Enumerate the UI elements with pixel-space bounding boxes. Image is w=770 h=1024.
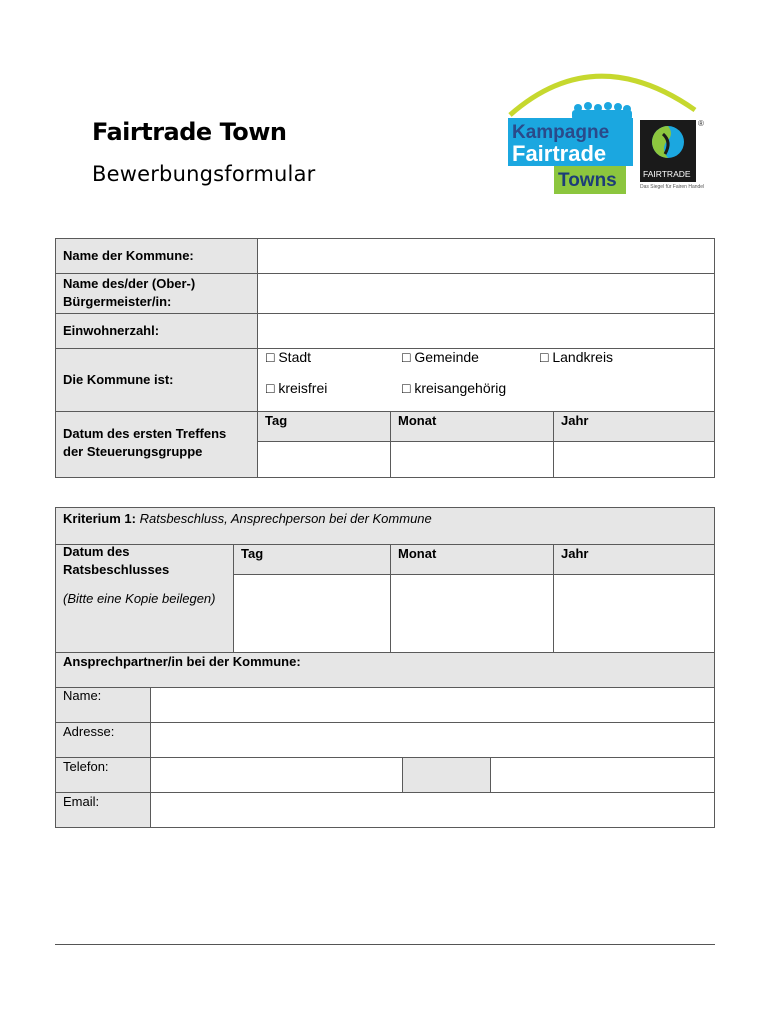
- option-gemeinde[interactable]: □ Gemeinde: [402, 349, 479, 365]
- contact-email-label: Email:: [63, 794, 100, 809]
- resolution-label: [63, 543, 169, 579]
- name-label: Name der Kommune:: [63, 248, 194, 263]
- resolution-monat-header: [390, 544, 554, 575]
- meeting-jahr-header: [553, 411, 715, 442]
- fairtrade-towns-logo: [500, 60, 710, 200]
- option-landkreis[interactable]: □ Landkreis: [540, 349, 614, 365]
- criterion-title: [63, 510, 432, 528]
- logo-arc: [510, 76, 695, 115]
- mayor-input[interactable]: [257, 273, 715, 314]
- population-label: Einwohnerzahl:: [63, 323, 160, 338]
- resolution-tag-input[interactable]: [233, 574, 391, 653]
- contact-name-label: Name:: [63, 688, 102, 703]
- contact-phone-input[interactable]: [150, 757, 403, 793]
- contact-label: Ansprechpartner/in bei der Kommune:: [63, 654, 301, 669]
- resolution-note: (Bitte eine Kopie beilegen): [63, 591, 216, 606]
- resolution-monat-label: Monat: [398, 546, 437, 561]
- contact-email-input[interactable]: [150, 792, 715, 828]
- people-silhouettes-icon: [572, 102, 632, 120]
- contact-phone-extra-input[interactable]: [490, 757, 715, 793]
- logo-line2: Fairtrade: [512, 141, 607, 166]
- criterion-text: Ratsbeschluss, Ansprechperson bei der Kommune: [139, 511, 432, 526]
- population-input[interactable]: [257, 313, 715, 349]
- resolution-jahr-label: Jahr: [561, 546, 589, 561]
- mayor-label-line1: Name des/der (Ober-): [63, 276, 196, 291]
- meeting-monat-label: Monat: [398, 413, 437, 428]
- resolution-tag-header: [233, 544, 391, 575]
- name-input[interactable]: [257, 238, 715, 274]
- logo-tagline: Das Siegel für Fairen Handel: [640, 184, 705, 190]
- page-subtitle: Bewerbungsformular: [92, 162, 316, 186]
- logo-line3: Towns: [558, 170, 617, 191]
- resolution-label-line2: Ratsbeschlusses: [63, 562, 170, 577]
- meeting-tag-header: [257, 411, 391, 442]
- registered-mark: ®: [698, 119, 704, 128]
- mayor-label: [63, 275, 195, 311]
- option-kreisfrei[interactable]: □ kreisfrei: [266, 380, 328, 396]
- resolution-monat-input[interactable]: [390, 574, 554, 653]
- contact-address-label: Adresse:: [63, 724, 115, 739]
- resolution-label-line1: Datum des: [63, 544, 130, 559]
- resolution-jahr-input[interactable]: [553, 574, 715, 653]
- contact-name-input[interactable]: [150, 687, 715, 723]
- contact-address-input[interactable]: [150, 722, 715, 758]
- type-label: Die Kommune ist:: [63, 372, 174, 387]
- contact-phone-label: Telefon:: [63, 759, 109, 774]
- contact-phone-extra-label: [402, 757, 491, 793]
- footer-divider: [55, 944, 715, 945]
- option-stadt[interactable]: □ Stadt: [266, 349, 312, 365]
- page-title: Fairtrade Town: [92, 118, 287, 146]
- meeting-tag-label: Tag: [265, 413, 288, 428]
- meeting-label-line2: der Steuerungsgruppe: [63, 444, 203, 459]
- meeting-label: [63, 425, 226, 461]
- option-kreisangehoerig[interactable]: □ kreisangehörig: [402, 380, 507, 396]
- criterion-bold: Kriterium 1:: [63, 511, 136, 526]
- resolution-tag-label: Tag: [241, 546, 264, 561]
- logo-line1: Kampagne: [512, 122, 610, 143]
- resolution-jahr-header: [553, 544, 715, 575]
- mayor-label-line2: Bürgermeister/in:: [63, 294, 172, 309]
- logo-fairtrade-label: FAIRTRADE: [643, 169, 691, 179]
- meeting-jahr-input[interactable]: [553, 441, 715, 478]
- fairtrade-mark-icon: [652, 126, 684, 158]
- meeting-jahr-label: Jahr: [561, 413, 589, 428]
- meeting-monat-input[interactable]: [390, 441, 554, 478]
- meeting-label-line1: Datum des ersten Treffens: [63, 426, 227, 441]
- meeting-tag-input[interactable]: [257, 441, 391, 478]
- meeting-monat-header: [390, 411, 554, 442]
